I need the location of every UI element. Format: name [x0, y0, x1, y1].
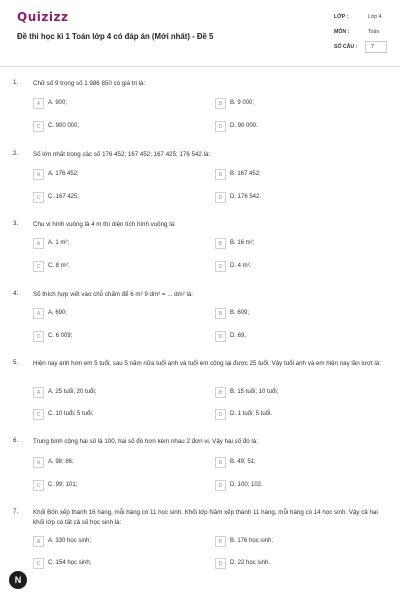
- option-letter: D: [215, 331, 226, 342]
- quizizz-logo: Quizizz: [17, 10, 69, 24]
- option-text: A. 330 học sinh;: [48, 538, 92, 544]
- question-number: 1.: [13, 79, 19, 86]
- option-letter: A: [33, 536, 44, 547]
- question-text: Số thích hợp viết vào chỗ chấm để 6 m² 9 dm² = ... dm² là:: [33, 291, 194, 298]
- option-text: A. 900;: [48, 100, 68, 106]
- option-letter: B: [215, 169, 226, 180]
- option-letter: D: [215, 558, 226, 569]
- meta-label: MÔN :: [334, 29, 350, 35]
- option-letter: C: [33, 331, 44, 342]
- meta-value: 7: [371, 44, 374, 50]
- option-text: C. 10 tuổi; 5 tuổi;: [48, 411, 94, 417]
- header-divider: [0, 66, 400, 67]
- question-text: Số lớn nhất trong các số 176 452; 167 452; 167 425; 176 542 là:: [33, 151, 211, 158]
- option-text: B. 176 học sinh;: [230, 538, 274, 544]
- question-number: 6.: [13, 437, 19, 444]
- worksheet-meta: [334, 12, 390, 57]
- option-letter: C: [33, 480, 44, 491]
- option-text: C. 167 425;: [48, 194, 80, 200]
- option-letter: A: [33, 457, 44, 468]
- option-letter: A: [33, 238, 44, 249]
- option-text: A. 1 m²;: [48, 240, 70, 246]
- option-text: B. 9 000;: [230, 100, 255, 106]
- option-text: B. 49; 51;: [230, 459, 256, 465]
- question-number: 3.: [13, 220, 19, 227]
- option-text: C. 6 009;: [48, 333, 73, 339]
- option-letter: B: [215, 387, 226, 398]
- question-count-box: [365, 41, 387, 53]
- question-number: 5.: [13, 359, 19, 366]
- question-number: 4.: [13, 290, 19, 297]
- option-letter: A: [33, 387, 44, 398]
- option-letter: B: [215, 238, 226, 249]
- option-text: A. 690;: [48, 310, 68, 316]
- option-letter: C: [33, 121, 44, 132]
- option-text: D. 22 học sinh.: [230, 560, 271, 566]
- option-letter: C: [33, 558, 44, 569]
- question-text: Chu vi hình vuông là 4 m thì diện tích hình vuông là:: [33, 221, 176, 228]
- option-letter: A: [33, 308, 44, 319]
- option-letter: B: [215, 98, 226, 109]
- option-letter: D: [215, 192, 226, 203]
- question-text: Chữ số 9 trong số 1 986 850 có giá trị là:: [33, 80, 146, 87]
- option-letter: D: [215, 121, 226, 132]
- question-number: 2.: [13, 150, 19, 157]
- question-text: Trung bình cộng hai số là 100, hai số đó hơn kém nhau 2 đơn vị. Vậy hai số đó là:: [33, 438, 258, 445]
- meta-value: Lớp 4: [368, 14, 382, 20]
- option-text: D. 90 000.: [230, 123, 258, 129]
- question-number: 7.: [13, 508, 19, 515]
- option-text: D. 1 tuổi; 5 tuổi.: [230, 411, 273, 417]
- meta-row-class: [334, 12, 390, 27]
- meta-label: LỚP :: [334, 14, 349, 20]
- meta-label: SỐ CÂU :: [334, 44, 358, 50]
- option-text: D. 176 542.: [230, 194, 262, 200]
- option-text: B. 609;: [230, 310, 250, 316]
- n-badge-icon[interactable]: N: [9, 571, 27, 589]
- option-letter: D: [215, 409, 226, 420]
- option-text: D. 69.: [230, 333, 247, 339]
- option-letter: C: [33, 409, 44, 420]
- option-text: A. 176 452;: [48, 171, 79, 177]
- option-text: B. 167 452;: [230, 171, 261, 177]
- option-text: A. 98; 86;: [48, 459, 74, 465]
- option-text: D. 4 m².: [230, 263, 252, 269]
- option-letter: B: [215, 457, 226, 468]
- option-letter: D: [215, 480, 226, 491]
- meta-value: Toán: [368, 29, 380, 35]
- option-text: B. 16 m²;: [230, 240, 255, 246]
- option-letter: B: [215, 308, 226, 319]
- option-letter: C: [33, 192, 44, 203]
- option-letter: D: [215, 261, 226, 272]
- meta-row-count: [334, 42, 390, 57]
- option-letter: C: [33, 261, 44, 272]
- option-text: C. 154 học sinh;: [48, 560, 92, 566]
- option-letter: A: [33, 169, 44, 180]
- meta-row-subject: [334, 27, 390, 42]
- option-text: A. 25 tuổi; 20 tuổi;: [48, 389, 97, 395]
- question-text: Khối Bốn xếp thành 16 hàng, mỗi hàng có 11 học sinh. Khối lớp Năm xếp thành 11 hàng, mỗi hàng có 14 học sinh. Vậy cả hai khối lớp có tất cả số học sinh là:: [33, 509, 378, 526]
- option-text: D. 100; 102.: [230, 482, 263, 488]
- option-letter: A: [33, 98, 44, 109]
- option-text: C. 99; 101;: [48, 482, 78, 488]
- worksheet-title: Đề thi học kì 1 Toán lớp 4 có đáp án (Mới nhất) - Đề 5: [17, 32, 214, 41]
- option-text: C. 900 000;: [48, 123, 80, 129]
- option-text: C. 8 m²;: [48, 263, 70, 269]
- question-text: Hiện nay anh hơn em 5 tuổi, sau 5 năm nữa tuổi anh và tuổi em cộng lại được 25 tuổi. Vậy tuổi anh và em hiện nay lần lượt là:: [33, 360, 381, 367]
- option-letter: B: [215, 536, 226, 547]
- worksheet-header: [0, 0, 400, 66]
- option-text: B. 15 tuổi; 10 tuổi;: [230, 389, 279, 395]
